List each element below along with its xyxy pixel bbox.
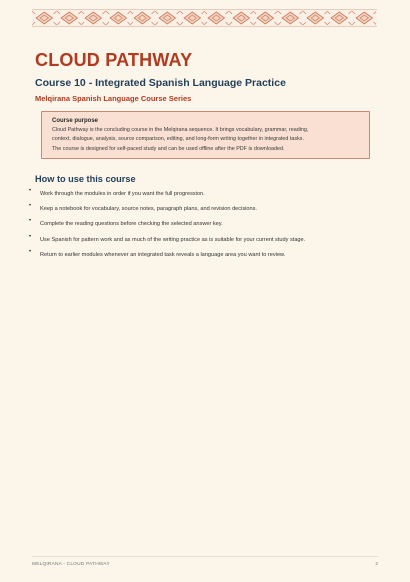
bullet-icon: • <box>29 248 32 255</box>
pattern-tile-icon <box>32 10 57 26</box>
pattern-tile-icon <box>303 10 328 26</box>
pattern-tile-icon <box>204 10 229 26</box>
course-purpose-line: context, dialogue, analysis, source comparison, editing, and long-form writing together in integrated tasks. <box>52 136 304 143</box>
list-item <box>29 218 379 233</box>
list-item <box>29 234 379 249</box>
list-item-text: Use Spanish for pattern work and as much of the writing practice as is suitable for your current study stage. <box>40 236 306 243</box>
pattern-tile-icon <box>253 10 278 26</box>
pattern-tile-icon <box>81 10 106 26</box>
footer-page-number: 2 <box>375 562 378 567</box>
course-purpose-line: The course is designed for self-paced study and can be used offline after the PDF is downloaded. <box>52 145 285 152</box>
course-purpose-text <box>52 126 359 154</box>
list-item <box>29 203 379 218</box>
course-purpose-line: Cloud Pathway is the concluding course in the Melqirana sequence. It brings vocabulary, grammar, reading, <box>52 127 309 133</box>
list-item <box>29 249 379 264</box>
pattern-tile-icon <box>352 10 377 26</box>
series-subtitle: Melqirana Spanish Language Course Series <box>35 94 192 103</box>
bullet-icon: • <box>29 203 32 210</box>
list-item <box>29 188 379 203</box>
document-title: CLOUD PATHWAY <box>35 50 193 70</box>
course-purpose-box <box>41 111 370 159</box>
footer-divider <box>32 556 378 557</box>
pattern-tile-icon <box>155 10 180 26</box>
pattern-tile-icon <box>106 10 131 26</box>
list-item-text: Keep a notebook for vocabulary, source notes, paragraph plans, and revision decisions. <box>40 206 257 213</box>
how-to-use-list <box>29 188 379 264</box>
pattern-tile-icon <box>327 10 352 26</box>
footer-running-title: MELQIRANA - CLOUD PATHWAY <box>32 562 110 567</box>
bullet-icon: • <box>29 233 32 240</box>
bullet-icon: • <box>29 218 32 225</box>
pattern-tile-icon <box>57 10 82 26</box>
list-item-text: Work through the modules in order if you want the full progression. <box>40 191 205 197</box>
bullet-icon: • <box>29 188 32 194</box>
list-item-text: Return to earlier modules whenever an integrated task reveals a language area you want to review. <box>40 251 286 258</box>
how-to-use-heading: How to use this course <box>35 174 136 184</box>
pattern-tile-icon <box>278 10 303 26</box>
pattern-tile-icon <box>180 10 205 26</box>
pattern-tile-icon <box>229 10 254 26</box>
course-title: Course 10 - Integrated Spanish Language Practice <box>35 77 286 89</box>
list-item-text: Complete the reading questions before checking the selected answer key. <box>40 221 223 228</box>
course-purpose-label: Course purpose <box>52 118 99 124</box>
pattern-tile-icon <box>130 10 155 26</box>
decorative-pattern-band <box>32 9 377 27</box>
